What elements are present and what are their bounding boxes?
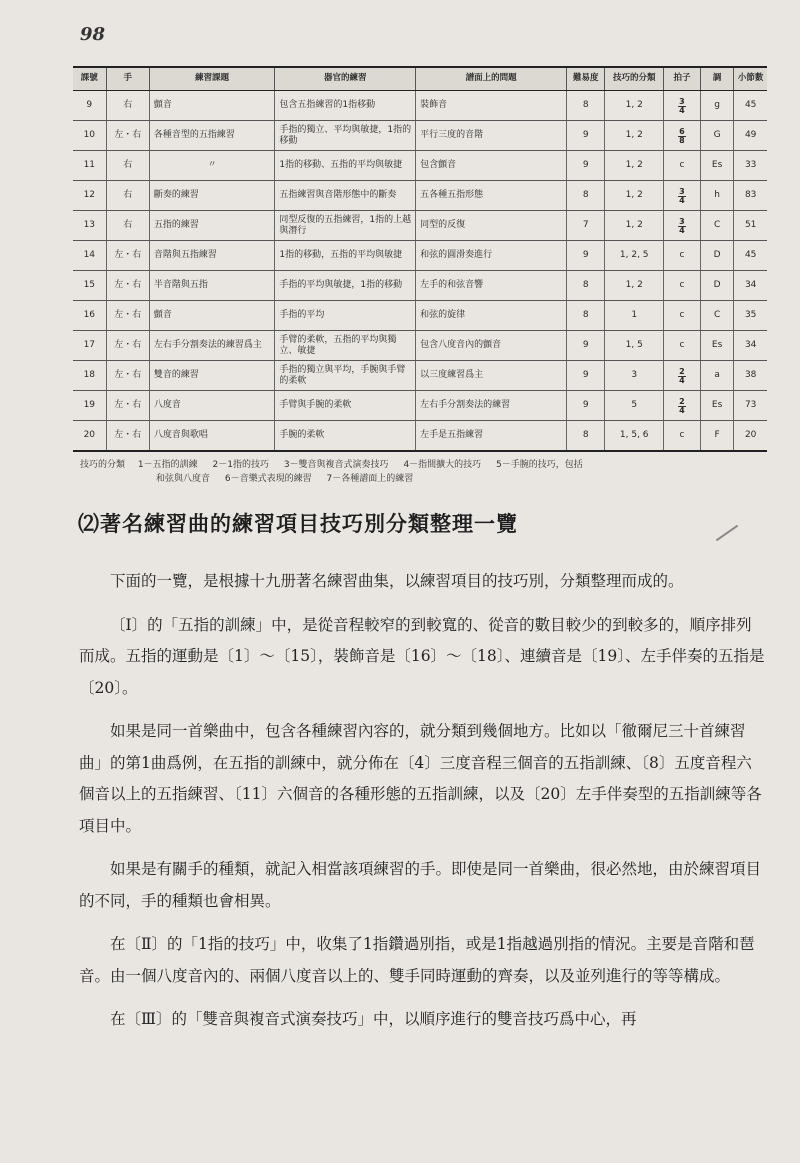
time-signature-numerator: 3 (679, 186, 685, 196)
table-row (73, 241, 767, 271)
cell-lesson-no: 16 (73, 301, 106, 331)
footnote-line-2 (80, 472, 770, 486)
cell-topic: 半音階與五指 (149, 271, 275, 301)
cell-topic: 雙音的練習 (149, 361, 275, 391)
time-signature (678, 398, 686, 415)
footnote-item: 1－五指的訓練 (137, 460, 198, 470)
cell-technique: 1, 5 (605, 331, 664, 361)
cell-meter (664, 211, 701, 241)
cell-key: C (700, 211, 733, 241)
header-col-meter: 拍子 (664, 67, 701, 91)
time-signature (678, 188, 686, 205)
header-col-score: 譜面上的問題 (416, 67, 567, 91)
header-col-hand: 手 (106, 67, 149, 91)
cell-key: D (700, 241, 733, 271)
cell-lesson-no: 10 (73, 121, 106, 151)
table-row (73, 301, 767, 331)
cell-lesson-no: 18 (73, 361, 106, 391)
cell-hand: 左・右 (106, 241, 149, 271)
paragraph: 如果是同一首樂曲中，包含各種練習內容的，就分類到幾個地方。比如以「徹爾尼三十首練習曲」的第1曲爲例，在五指的訓練中，就分佈在〔4〕三度音程三個音的五指訓練、〔8〕五度音程六個音以上的五指練習、〔11〕六個音的各種形態的五指訓練，以及〔20〕左手伴奏型的五指訓練等各項目中。 (79, 722, 762, 835)
cell-bars: 49 (734, 121, 767, 151)
cell-key: D (700, 271, 733, 301)
cell-topic: 八度音與歌唱 (149, 421, 275, 452)
table-row (73, 181, 767, 211)
cell-organ: 1指的移動、五指的平均與敏捷 (275, 151, 416, 181)
cell-organ: 手指的獨立、平均與敏捷，1指的移動 (275, 121, 416, 151)
cell-difficulty: 8 (566, 91, 604, 121)
cell-score: 包含顫音 (416, 151, 567, 181)
time-signature-numerator: 6 (679, 126, 685, 136)
cell-technique: 3 (605, 361, 664, 391)
cell-hand: 左・右 (106, 361, 149, 391)
cell-hand: 右 (106, 91, 149, 121)
cell-difficulty: 9 (566, 121, 604, 151)
cell-hand: 左・右 (106, 121, 149, 151)
cell-lesson-no: 11 (73, 151, 106, 181)
cell-difficulty: 7 (566, 211, 604, 241)
time-signature (678, 368, 686, 385)
table-row (73, 271, 767, 301)
cell-meter: c (664, 301, 701, 331)
technique-footnote (80, 458, 770, 486)
cell-lesson-no: 20 (73, 421, 106, 452)
time-signature (678, 98, 686, 115)
cell-topic: 〃 (149, 151, 275, 181)
table-row (73, 91, 767, 121)
cell-technique: 1, 5, 6 (605, 421, 664, 452)
cell-bars: 83 (734, 181, 767, 211)
cell-topic: 五指的練習 (149, 211, 275, 241)
cell-difficulty: 8 (566, 421, 604, 452)
cell-key: C (700, 301, 733, 331)
cell-bars: 45 (734, 91, 767, 121)
cell-lesson-no: 13 (73, 211, 106, 241)
time-signature (678, 218, 686, 235)
cell-key: Es (700, 331, 733, 361)
table-row (73, 361, 767, 391)
cell-lesson-no: 17 (73, 331, 106, 361)
table-row (73, 211, 767, 241)
cell-topic: 左右手分割奏法的練習爲主 (149, 331, 275, 361)
cell-score: 包含八度音內的顫音 (416, 331, 567, 361)
cell-organ: 手臂的柔軟，五指的平均與獨立、敏捷 (275, 331, 416, 361)
cell-hand: 左・右 (106, 271, 149, 301)
cell-technique: 1, 2 (605, 151, 664, 181)
header-col-key: 調 (700, 67, 733, 91)
cell-technique: 1, 2 (605, 271, 664, 301)
cell-technique: 1, 2 (605, 91, 664, 121)
time-signature-numerator: 2 (679, 366, 685, 376)
cell-meter: c (664, 241, 701, 271)
cell-meter (664, 391, 701, 421)
table-row (73, 421, 767, 452)
pencil-mark (716, 525, 738, 542)
cell-topic: 顫音 (149, 301, 275, 331)
footnote-item: 和弦與八度音 (156, 474, 211, 484)
cell-technique: 5 (605, 391, 664, 421)
cell-organ: 同型反復的五指練習，1指的上越與潛行 (275, 211, 416, 241)
cell-score: 裝飾音 (416, 91, 567, 121)
cell-difficulty: 9 (566, 361, 604, 391)
cell-organ: 手臂與手腕的柔軟 (275, 391, 416, 421)
cell-meter (664, 361, 701, 391)
time-signature-numerator: 2 (679, 396, 685, 406)
cell-lesson-no: 14 (73, 241, 106, 271)
cell-technique: 1, 2 (605, 211, 664, 241)
cell-score: 和弦的旋律 (416, 301, 567, 331)
cell-meter (664, 181, 701, 211)
cell-topic: 八度音 (149, 391, 275, 421)
cell-hand: 左・右 (106, 421, 149, 452)
cell-difficulty: 9 (566, 331, 604, 361)
cell-key: g (700, 91, 733, 121)
cell-organ: 手指的獨立與平均，手腕與手臂的柔軟 (275, 361, 416, 391)
time-signature-denominator: 4 (679, 105, 685, 115)
footnote-item: 7－各種譜面上的練習 (326, 474, 414, 484)
cell-key: G (700, 121, 733, 151)
cell-key: a (700, 361, 733, 391)
header-col-organ: 器官的練習 (275, 67, 416, 91)
cell-score: 同型的反復 (416, 211, 567, 241)
cell-difficulty: 8 (566, 271, 604, 301)
cell-bars: 34 (734, 271, 767, 301)
table-row (73, 151, 767, 181)
cell-hand: 右 (106, 181, 149, 211)
body-text (79, 566, 765, 1048)
cell-bars: 35 (734, 301, 767, 331)
cell-organ: 包含五指練習的1指移動 (275, 91, 416, 121)
cell-technique: 1, 2 (605, 121, 664, 151)
time-signature-numerator: 3 (679, 96, 685, 106)
cell-organ: 1指的移動，五指的平均與敏捷 (275, 241, 416, 271)
cell-lesson-no: 12 (73, 181, 106, 211)
header-col-lesson-no: 課號 (73, 67, 106, 91)
footnote-item: 5－手腕的技巧，包括 (496, 460, 583, 470)
cell-hand: 左・右 (106, 301, 149, 331)
cell-organ: 手指的平均與敏捷，1指的移動 (275, 271, 416, 301)
cell-meter: c (664, 271, 701, 301)
cell-topic: 斷奏的練習 (149, 181, 275, 211)
table-row (73, 391, 767, 421)
footnote-item: 4－指間擴大的技巧 (403, 460, 482, 470)
cell-meter: c (664, 151, 701, 181)
time-signature-denominator: 4 (679, 375, 685, 385)
cell-score: 左手的和弦音響 (416, 271, 567, 301)
header-col-technique: 技巧的分類 (605, 67, 664, 91)
cell-bars: 73 (734, 391, 767, 421)
paragraph: 在〔Ⅱ〕的「1指的技巧」中，收集了1指鑽過別指，或是1指越過別指的情況。主要是音階和琶音。由一個八度音內的、兩個八度音以上的、雙手同時運動的齊奏，以及並列進行的等等構成。 (79, 935, 755, 985)
cell-organ: 五指練習與音階形態中的斷奏 (275, 181, 416, 211)
paragraph: 在〔Ⅲ〕的「雙音與複音式演奏技巧」中，以順序進行的雙音技巧爲中心，再 (110, 1010, 637, 1028)
cell-hand: 右 (106, 151, 149, 181)
cell-bars: 51 (734, 211, 767, 241)
cell-meter (664, 121, 701, 151)
footnote-item: 2－1指的技巧 (212, 460, 269, 470)
cell-score: 左手是五指練習 (416, 421, 567, 452)
cell-difficulty: 8 (566, 301, 604, 331)
cell-difficulty: 9 (566, 241, 604, 271)
section-heading: ⑵著名練習曲的練習項目技巧別分類整理一覽 (78, 512, 518, 536)
cell-topic: 音階與五指練習 (149, 241, 275, 271)
cell-bars: 38 (734, 361, 767, 391)
paragraph: 下面的一覽，是根據十九册著名練習曲集，以練習項目的技巧別，分類整理而成的。 (110, 572, 684, 590)
cell-technique: 1, 2 (605, 181, 664, 211)
cell-key: Es (700, 151, 733, 181)
footnote-line-1 (80, 458, 770, 472)
page-number: 98 (80, 24, 106, 45)
table-row (73, 121, 767, 151)
cell-technique: 1, 2, 5 (605, 241, 664, 271)
header-col-topic: 練習課題 (149, 67, 275, 91)
cell-score: 五各種五指形態 (416, 181, 567, 211)
cell-score: 和弦的圓滑奏進行 (416, 241, 567, 271)
time-signature-denominator: 4 (679, 405, 685, 415)
footnote-item: 3－雙音與複音式演奏技巧 (283, 460, 389, 470)
cell-meter (664, 91, 701, 121)
header-col-difficulty: 難易度 (566, 67, 604, 91)
paragraph: 〔Ⅰ〕的「五指的訓練」中，是從音程較窄的到較寬的、從音的數目較少的到較多的，順序排列而成。五指的運動是〔1〕～〔15〕，裝飾音是〔16〕～〔18〕、連續音是〔19〕、左手伴奏的五指是〔20〕。 (79, 615, 765, 697)
cell-meter: c (664, 421, 701, 452)
time-signature-numerator: 3 (679, 216, 685, 226)
cell-score: 平行三度的音階 (416, 121, 567, 151)
cell-organ: 手腕的柔軟 (275, 421, 416, 452)
cell-lesson-no: 19 (73, 391, 106, 421)
cell-meter: c (664, 331, 701, 361)
footnote-item: 6－音樂式表現的練習 (224, 474, 312, 484)
time-signature-denominator: 4 (679, 195, 685, 205)
table-header-row (73, 67, 767, 91)
cell-key: Es (700, 391, 733, 421)
time-signature-denominator: 4 (679, 225, 685, 235)
header-col-bars: 小節數 (734, 67, 767, 91)
cell-score: 左右手分割奏法的練習 (416, 391, 567, 421)
cell-bars: 20 (734, 421, 767, 452)
time-signature (678, 128, 686, 145)
cell-key: F (700, 421, 733, 452)
footnote-label: 技巧的分類 (80, 460, 126, 470)
cell-difficulty: 9 (566, 151, 604, 181)
cell-technique: 1 (605, 301, 664, 331)
cell-lesson-no: 15 (73, 271, 106, 301)
cell-bars: 34 (734, 331, 767, 361)
exercise-table (73, 66, 767, 452)
cell-organ: 手指的平均 (275, 301, 416, 331)
cell-hand: 左・右 (106, 331, 149, 361)
cell-key: h (700, 181, 733, 211)
table-body (73, 91, 767, 452)
cell-hand: 右 (106, 211, 149, 241)
cell-lesson-no: 9 (73, 91, 106, 121)
cell-difficulty: 8 (566, 181, 604, 211)
table-row (73, 331, 767, 361)
cell-difficulty: 9 (566, 391, 604, 421)
cell-topic: 顫音 (149, 91, 275, 121)
cell-bars: 45 (734, 241, 767, 271)
time-signature-denominator: 8 (679, 135, 685, 145)
cell-bars: 33 (734, 151, 767, 181)
cell-score: 以三度練習爲主 (416, 361, 567, 391)
cell-hand: 左・右 (106, 391, 149, 421)
cell-topic: 各種音型的五指練習 (149, 121, 275, 151)
paragraph: 如果是有關手的種類，就記入相當該項練習的手。即使是同一首樂曲，很必然地，由於練習項目的不同，手的種類也會相異。 (79, 860, 762, 910)
